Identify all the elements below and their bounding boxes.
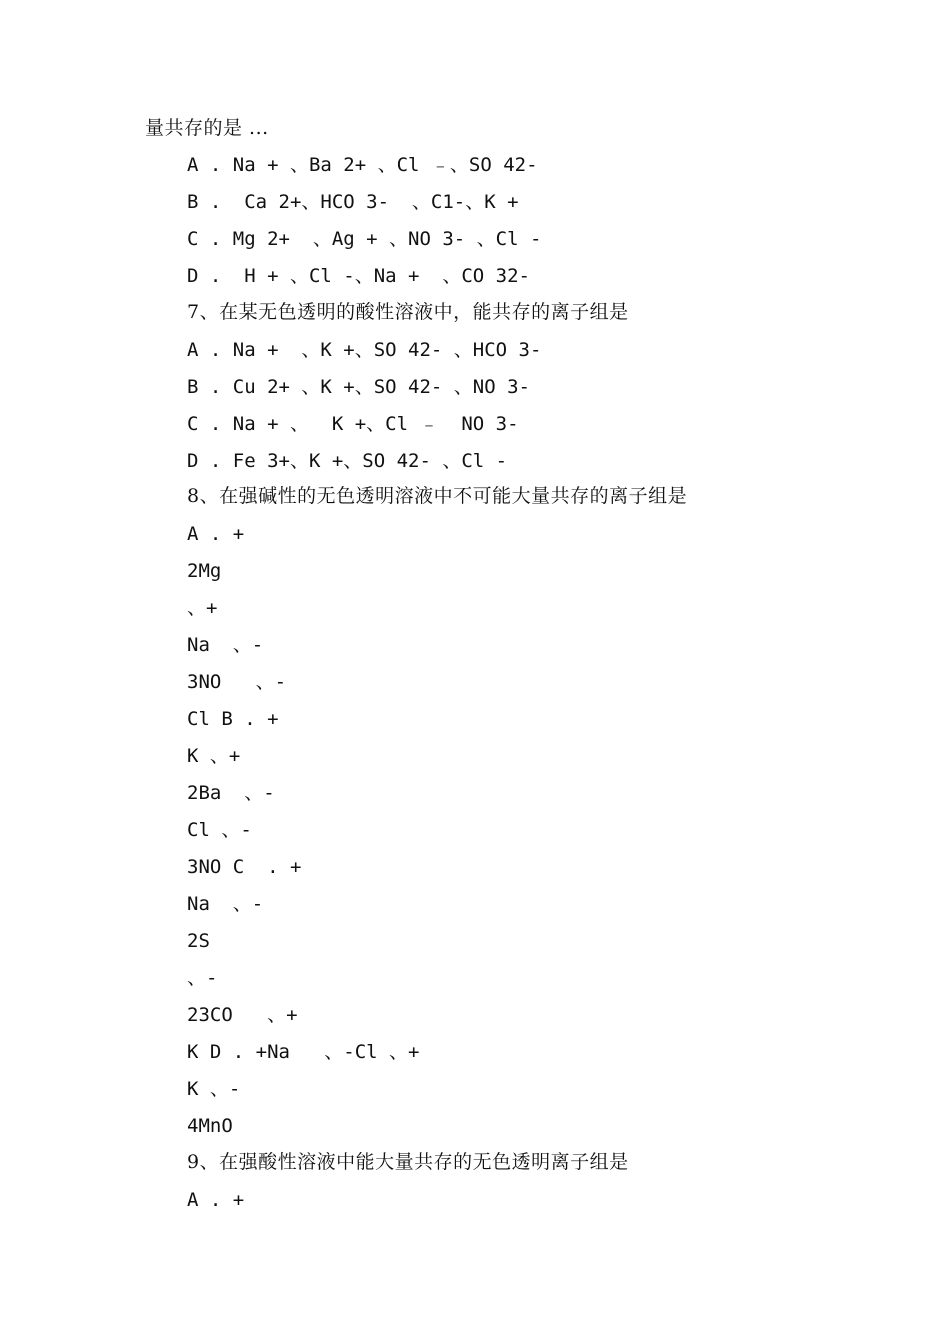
text-line-8: B . Cu 2+ 、K +、SO 42- 、NO 3- (187, 376, 530, 398)
text-line-21: 3NO C . + (187, 856, 302, 878)
text-line-23: 2S (187, 930, 210, 952)
text-line-14: 、+ (187, 597, 218, 619)
text-line-24: 、- (187, 967, 218, 989)
question-7: 7、在某无色透明的酸性溶液中，能共存的离子组是 (187, 301, 629, 323)
text-line-13: 2Mg (187, 560, 222, 582)
text-line-27: K 、- (187, 1078, 241, 1100)
text-line-9: C . Na + 、 K +、Cl ﹣ NO 3- (187, 413, 519, 435)
text-line-26: K D . +Na 、-Cl 、+ (187, 1041, 420, 1063)
text-line-12: A . + (187, 523, 245, 545)
text-line-3: B . Ca 2+、HCO 3- 、C1-、K + (187, 191, 519, 213)
text-line-28: 4MnO (187, 1115, 233, 1137)
text-line-16: 3NO 、- (187, 671, 287, 693)
text-line-20: Cl 、- (187, 819, 252, 841)
text-line-7: A . Na + 、K +、SO 42- 、HCO 3- (187, 339, 542, 361)
text-line-4: C . Mg 2+ 、Ag + 、NO 3- 、Cl - (187, 228, 542, 250)
text-line-19: 2Ba 、- (187, 782, 275, 804)
question-8: 8、在强碱性的无色透明溶液中不可能大量共存的离子组是 (187, 485, 688, 507)
text-line-17: Cl B . + (187, 708, 279, 730)
text-line-25: 23CO 、+ (187, 1004, 298, 1026)
text-line-30: A . + (187, 1189, 245, 1211)
text-line-10: D . Fe 3+、K +、SO 42- 、Cl - (187, 450, 508, 472)
text-line-15: Na 、- (187, 634, 264, 656)
text-line-18: K 、+ (187, 745, 241, 767)
question-9: 9、在强酸性溶液中能大量共存的无色透明离子组是 (187, 1151, 629, 1173)
text-line-1: 量共存的是 ... (145, 117, 269, 139)
text-line-22: Na 、- (187, 893, 264, 915)
text-line-2: A . Na + 、Ba 2+ 、Cl ﹣、SO 42- (187, 154, 538, 176)
text-line-5: D . H + 、Cl -、Na + 、CO 32- (187, 265, 530, 287)
